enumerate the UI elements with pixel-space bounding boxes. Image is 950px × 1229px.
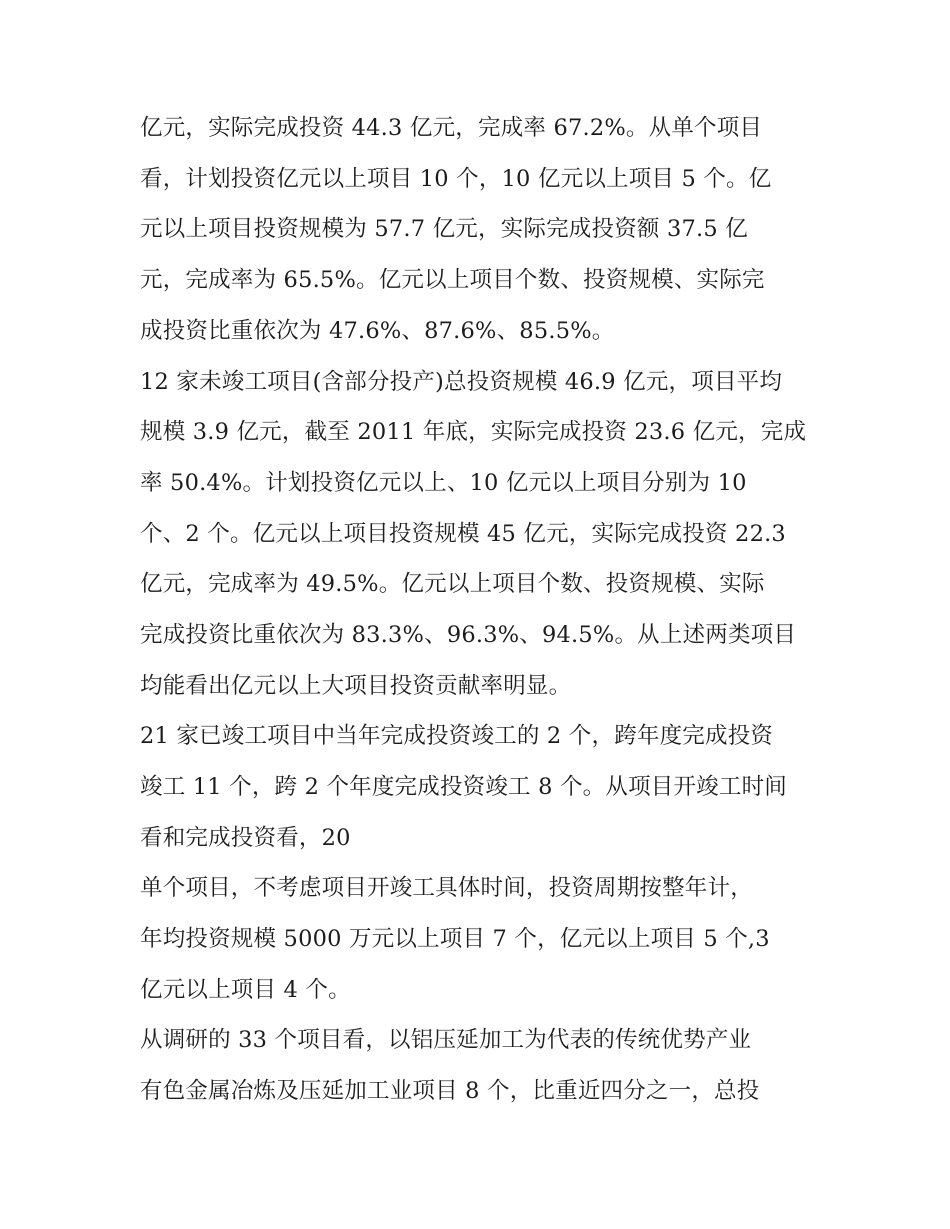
text-line: 成投资比重依次为 47.6%、87.6%、85.5%。 [140, 318, 615, 344]
text-line: 完成投资比重依次为 83.3%、96.3%、94.5%。从上述两类项目 [140, 622, 797, 648]
text-line: 元以上项目投资规模为 57.7 亿元，实际完成投资额 37.5 亿 [140, 216, 748, 242]
text-line: 21 家已竣工项目中当年完成投资竣工的 2 个，跨年度完成投资 [140, 723, 774, 749]
text-line: 亿元以上项目 4 个。 [140, 977, 351, 1003]
text-line: 元，完成率为 65.5%。亿元以上项目个数、投资规模、实际完 [140, 267, 765, 293]
text-line: 看和完成投资看，20 [140, 825, 351, 851]
text-line: 年均投资规模 5000 万元以上项目 7 个，亿元以上项目 5 个,3 [140, 926, 770, 952]
text-line: 个、2 个。亿元以上项目投资规模 45 亿元，实际完成投资 22.3 [140, 521, 786, 547]
text-line: 亿元，完成率为 49.5%。亿元以上项目个数、投资规模、实际 [140, 571, 765, 597]
text-line: 亿元，实际完成投资 44.3 亿元，完成率 67.2%。从单个项目 [140, 115, 763, 141]
text-line: 看，计划投资亿元以上项目 10 个，10 亿元以上项目 5 个。亿 [140, 166, 772, 192]
text-line: 单个项目，不考虑项目开竣工具体时间，投资周期按整年计， [140, 875, 753, 901]
text-line: 竣工 11 个，跨 2 个年度完成投资竣工 8 个。从项目开竣工时间 [140, 774, 787, 800]
text-line: 有色金属冶炼及压延加工业项目 8 个，比重近四分之一，总投 [140, 1078, 760, 1104]
text-line: 均能看出亿元以上大项目投资贡献率明显。 [140, 673, 572, 699]
text-line: 12 家未竣工项目(含部分投产)总投资规模 46.9 亿元，项目平均 [140, 369, 783, 395]
text-line: 率 50.4%。计划投资亿元以上、10 亿元以上项目分别为 10 [140, 470, 747, 496]
text-line: 规模 3.9 亿元，截至 2011 年底，实际完成投资 23.6 亿元，完成 [140, 419, 807, 445]
text-line: 从调研的 33 个项目看，以铝压延加工为代表的传统优势产业 [140, 1027, 752, 1053]
